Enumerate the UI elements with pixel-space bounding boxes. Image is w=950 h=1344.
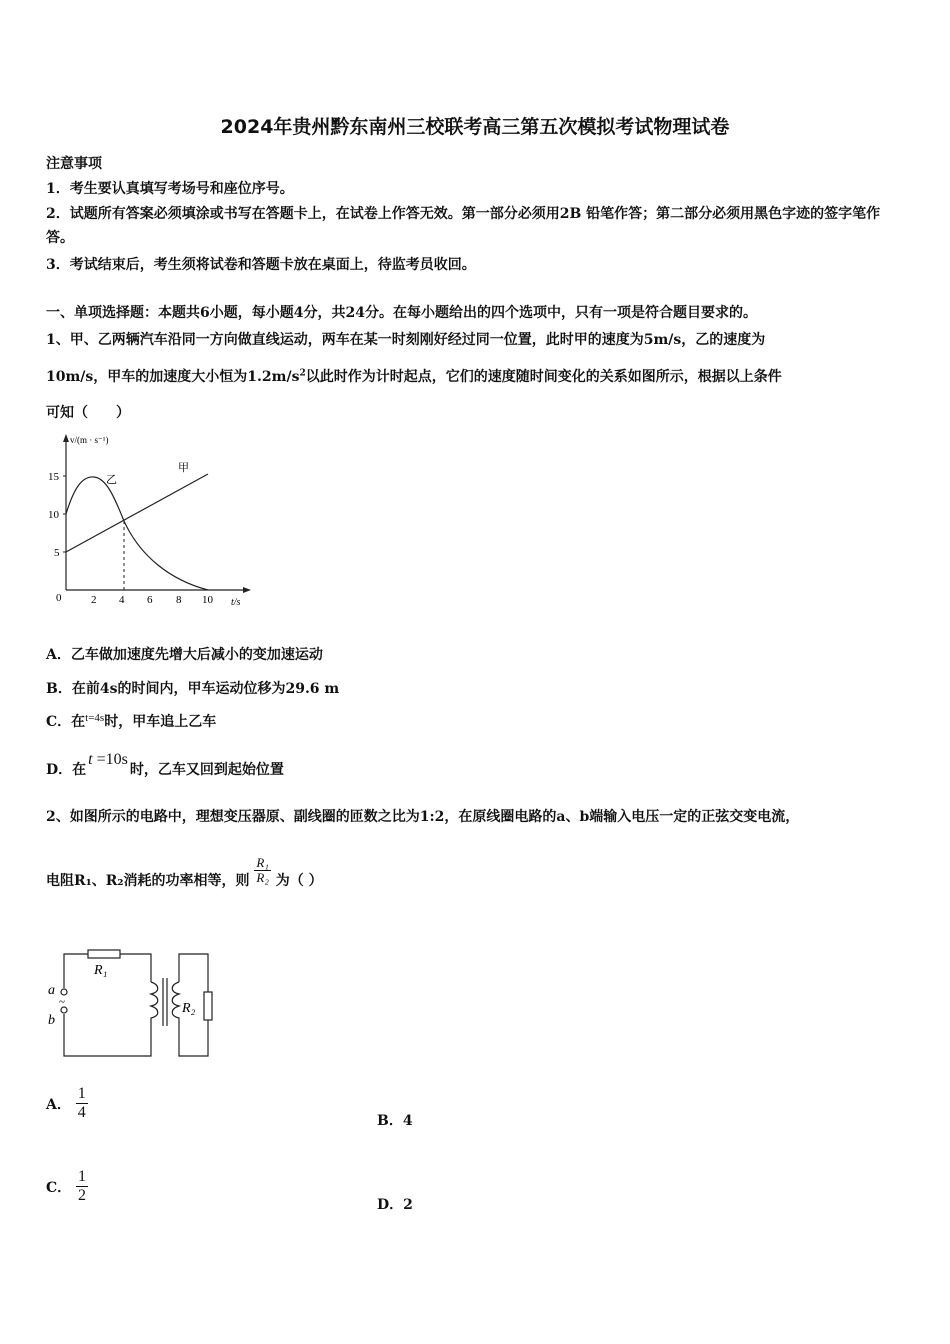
q2-line-2 xyxy=(46,855,323,896)
q2-option-c-den: 2 xyxy=(78,1186,87,1204)
x-axis-arrow xyxy=(243,587,251,593)
notice-item-2: 2．试题所有答案必须填涂或书写在答题卡上，在试卷上作答无效。第一部分必须用2B 铅笔作答；第二部分必须用黑色字迹的签字笔作答。 xyxy=(46,206,881,246)
q2-option-a-den: 4 xyxy=(77,1103,86,1121)
y-tick-5: 5 xyxy=(54,547,60,559)
terminal-a-label: a xyxy=(48,983,55,998)
x-axis-label: t/s xyxy=(231,597,241,608)
q1-line-2 xyxy=(46,366,782,386)
q1-option-a: A．乙车做加速度先增大后减小的变加速运动 xyxy=(46,647,323,663)
x-tick-2: 2 xyxy=(91,594,97,606)
q1-line-2b: 以此时作为计时起点，它们的速度随时间变化的关系如图所示，根据以上条件 xyxy=(305,369,782,385)
x-tick-6: 6 xyxy=(147,594,153,606)
q1-line-3: 可知（ ） xyxy=(46,405,130,421)
notice-item-3: 3．考试结束后，考生须将试卷和答题卡放在桌面上，待监考员收回。 xyxy=(46,257,476,273)
q2-option-a-num: 1 xyxy=(77,1085,86,1102)
page-title: 2024年贵州黔东南州三校联考高三第五次模拟考试物理试卷 xyxy=(220,116,730,138)
series-yi-curve xyxy=(66,477,208,590)
q1-velocity-chart xyxy=(40,428,255,610)
tilde-symbol: ~ xyxy=(59,996,65,1008)
q2-option-a xyxy=(46,1085,88,1121)
x-tick-8: 8 xyxy=(176,594,182,606)
q2-line-2-pre: 电阻R₁、R₂消耗的功率相等，则 xyxy=(46,872,250,889)
y-tick-10: 10 xyxy=(48,509,59,521)
resistor-r1 xyxy=(88,950,120,958)
q1-option-c-math: t=4s xyxy=(85,712,105,724)
q1-superscript: 2 xyxy=(299,368,306,379)
primary-coil xyxy=(151,982,158,1022)
section-heading: 一、单项选择题：本题共6小题，每小题4分，共24分。在每小题给出的四个选项中，只有一项是符合题目要求的。 xyxy=(46,305,757,321)
series-yi-label: 乙 xyxy=(106,474,117,486)
terminal-a xyxy=(61,989,67,995)
q1-line-2a: 10m/s，甲车的加速度大小恒为1.2m/s xyxy=(46,369,300,385)
y-tick-15: 15 xyxy=(48,471,59,483)
q1-option-d xyxy=(46,751,284,779)
q1-line-1: 1、甲、乙两辆汽车沿同一方向做直线运动，两车在某一时刻刚好经过同一位置，此时甲的速度为5m/s，乙的速度为 xyxy=(46,332,766,348)
x-tick-10: 10 xyxy=(202,594,213,606)
q2-option-a-label: A． xyxy=(46,1097,71,1114)
q1-option-d-post: 时，乙车又回到起始位置 xyxy=(129,762,284,778)
y-axis-arrow xyxy=(63,434,69,442)
q2-option-c-num: 1 xyxy=(78,1168,87,1185)
q1-option-b: B．在前4s的时间内，甲车运动位移为29.6 m xyxy=(46,681,340,697)
q1-option-d-pre: D．在 xyxy=(46,762,87,778)
r1-label: R₁ xyxy=(94,963,108,978)
q2-line-1: 2、如图所示的电路中，理想变压器原、副线圈的匝数之比为1:2，在原线圈电路的a、b端输入电压一定的正弦交变电流， xyxy=(46,809,800,825)
q1-option-c-post: 时，甲车追上乙车 xyxy=(104,714,217,730)
q2-fraction-numerator: R₁ xyxy=(256,855,269,870)
q2-circuit-diagram xyxy=(40,942,225,1062)
y-axis-label: v/(m · s⁻¹) xyxy=(70,435,109,445)
q2-line-2-post: 为（ ） xyxy=(275,872,323,889)
q1-option-c xyxy=(46,711,216,731)
q2-option-c-label: C． xyxy=(46,1180,72,1197)
terminal-b-label: b xyxy=(48,1013,55,1028)
notice-item-1: 1．考生要认真填写考场号和座位序号。 xyxy=(46,181,294,197)
q2-option-d: D．2 xyxy=(377,1197,413,1213)
origin-label: 0 xyxy=(56,592,62,604)
q2-fraction-denominator: R₂ xyxy=(256,870,269,886)
q2-option-b: B．4 xyxy=(377,1113,413,1129)
q1-option-c-pre: C．在 xyxy=(46,714,86,730)
x-tick-4: 4 xyxy=(119,594,125,606)
q2-option-c xyxy=(46,1168,88,1204)
series-jia-label: 甲 xyxy=(178,462,189,474)
series-jia-line xyxy=(66,474,208,552)
resistor-r2 xyxy=(204,992,212,1020)
notice-heading: 注意事项 xyxy=(46,156,102,172)
q1-option-d-math-val: =10s xyxy=(96,751,128,768)
secondary-coil xyxy=(172,982,179,1022)
q1-option-d-math-t: t xyxy=(88,751,93,768)
r2-label: R₂ xyxy=(182,1001,196,1016)
